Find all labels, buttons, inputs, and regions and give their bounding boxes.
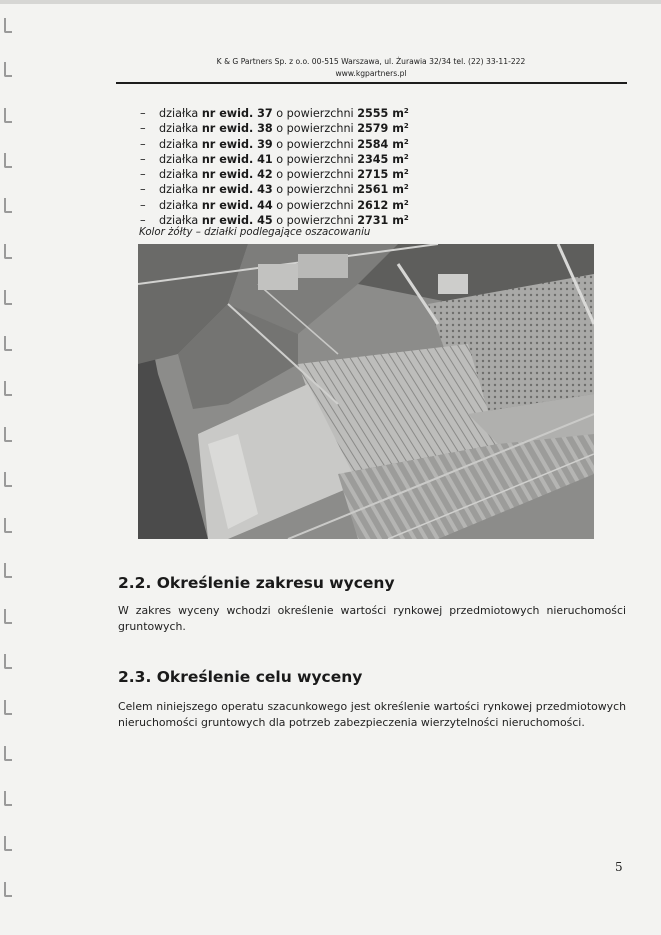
page-number: 5 bbox=[615, 860, 623, 874]
header-company-line: K & G Partners Sp. z o.o. 00-515 Warszawa, ul. Żurawia 32/34 tel. (22) 33-11-222 bbox=[216, 57, 526, 66]
page-header bbox=[116, 56, 626, 80]
plot-item: – działka nr ewid. 37 o powierzchni 2555 $m^2$ bbox=[140, 107, 409, 120]
plot-list bbox=[140, 106, 409, 228]
plot-item: – działka nr ewid. 38 o powierzchni 2579 $m^2$ bbox=[140, 122, 409, 136]
plot-item: – działka nr ewid. 45 o powierzchni 2731 $m^2$ bbox=[140, 214, 409, 228]
aerial-map-image bbox=[138, 244, 594, 539]
plot-item: – działka nr ewid. 41 o powierzchni 2345 $m^2$ bbox=[140, 152, 409, 166]
binding-marks bbox=[0, 0, 16, 935]
map-caption: Kolor żółty – działki podlegające oszacowaniu bbox=[139, 227, 371, 238]
plot-item: – działka nr ewid. 43 o powierzchni 2561 $m^2$ bbox=[140, 183, 409, 197]
plot-item: – działka nr ewid. 44 o powierzchni 2612 $m^2$ bbox=[140, 198, 409, 212]
scan-top-edge bbox=[0, 0, 661, 4]
plot-item: – działka nr ewid. 42 o powierzchni 2715 $m^2$ bbox=[140, 168, 409, 182]
header-rule bbox=[116, 82, 627, 84]
section-body-scope: W zakres wyceny wchodzi określenie wartości rynkowej przedmiotowych nieruchomości gruntowych. bbox=[118, 604, 626, 633]
section-title-scope: 2.2. Określenie zakresu wyceny bbox=[118, 574, 395, 592]
header-website: www.kgpartners.pl bbox=[335, 69, 407, 78]
section-title-purpose: 2.3. Określenie celu wyceny bbox=[118, 668, 363, 686]
section-body-purpose: Celem niniejszego operatu szacunkowego jest określenie wartości rynkowej przedmiotowych nieruchomości gruntowych dla potrzeb zabezpieczenia wierzytelności nieruchomości. bbox=[118, 700, 626, 729]
plot-item: – działka nr ewid. 39 o powierzchni 2584 $m^2$ bbox=[140, 137, 409, 151]
